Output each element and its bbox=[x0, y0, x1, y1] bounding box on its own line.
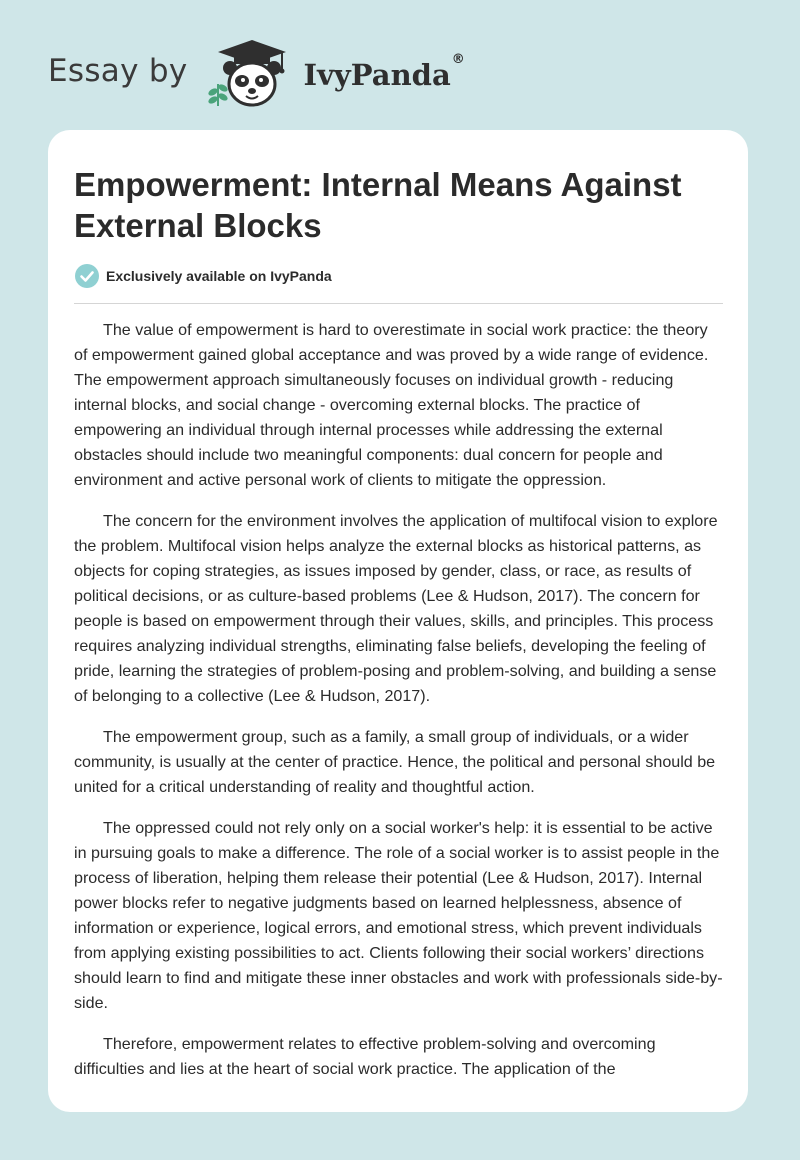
page-title: Empowerment: Internal Means Against External Blocks bbox=[74, 166, 682, 244]
paragraph: Therefore, empowerment relates to effective problem-solving and overcoming difficulties and lies at the heart of social work practice. The application of the bbox=[74, 1035, 656, 1078]
exclusive-badge bbox=[74, 263, 332, 289]
paragraph: The empowerment group, such as a family, a small group of individuals, or a wider community, is usually at the center of practice. Hence, the political and personal should be united for a critical understanding of reality and thoughtful action. bbox=[74, 728, 716, 796]
site-header bbox=[48, 36, 465, 110]
registered-mark: ® bbox=[451, 52, 465, 67]
brand-name-text: IvyPanda bbox=[303, 58, 451, 92]
paragraph: The oppressed could not rely only on a social worker's help: it is essential to be active in pursuing goals to make a difference. The role of a social worker is to assist people in the process of liberation, helping them release their potential (Lee & Hudson, 2017). Internal power blocks refer to negative judgments based on learned helplessness, absence of information or experience, logical errors, and emotional stress, which prevent individuals from applying existing possibilities to act. Clients following their social workers’ directions should learn to find and mitigate these inner obstacles and work with professionals side-by-side. bbox=[74, 819, 723, 1012]
divider bbox=[74, 303, 723, 304]
brand-prefix: Essay by bbox=[48, 53, 188, 89]
essay-body bbox=[74, 318, 724, 1098]
paragraph: The value of empowerment is hard to overestimate in social work practice: the theory of empowerment gained global acceptance and was proved by a wide range of evidence. The empowerment approach simultaneously focuses on individual growth - reducing internal blocks, and social change - overcoming external blocks. The practice of empowering an individual through internal processes while addressing the external obstacles should include two meaningful components: dual concern for people and environment and active personal work of clients to mitigate the oppression. bbox=[74, 321, 709, 489]
check-circle-icon bbox=[74, 263, 100, 289]
exclusive-label: Exclusively available on IvyPanda bbox=[106, 268, 332, 284]
panda-graduate-icon[interactable] bbox=[204, 36, 296, 110]
paragraph: The concern for the environment involves the application of multifocal vision to explore the problem. Multifocal vision helps analyze the external blocks as historical patterns, as objects for coping strategies, as issues imposed by gender, class, or race, as results of political decisions, or as culture-based problems (Lee & Hudson, 2017). The concern for people is based on empowerment through their values, skills, and principles. This process requires analyzing individual strengths, eliminating false beliefs, developing the feeling of pride, learning the strategies of problem-posing and problem-solving, and building a sense of belonging to a collective (Lee & Hudson, 2017). bbox=[74, 512, 718, 705]
essay-card bbox=[48, 130, 748, 1112]
brand-name[interactable] bbox=[303, 52, 465, 92]
